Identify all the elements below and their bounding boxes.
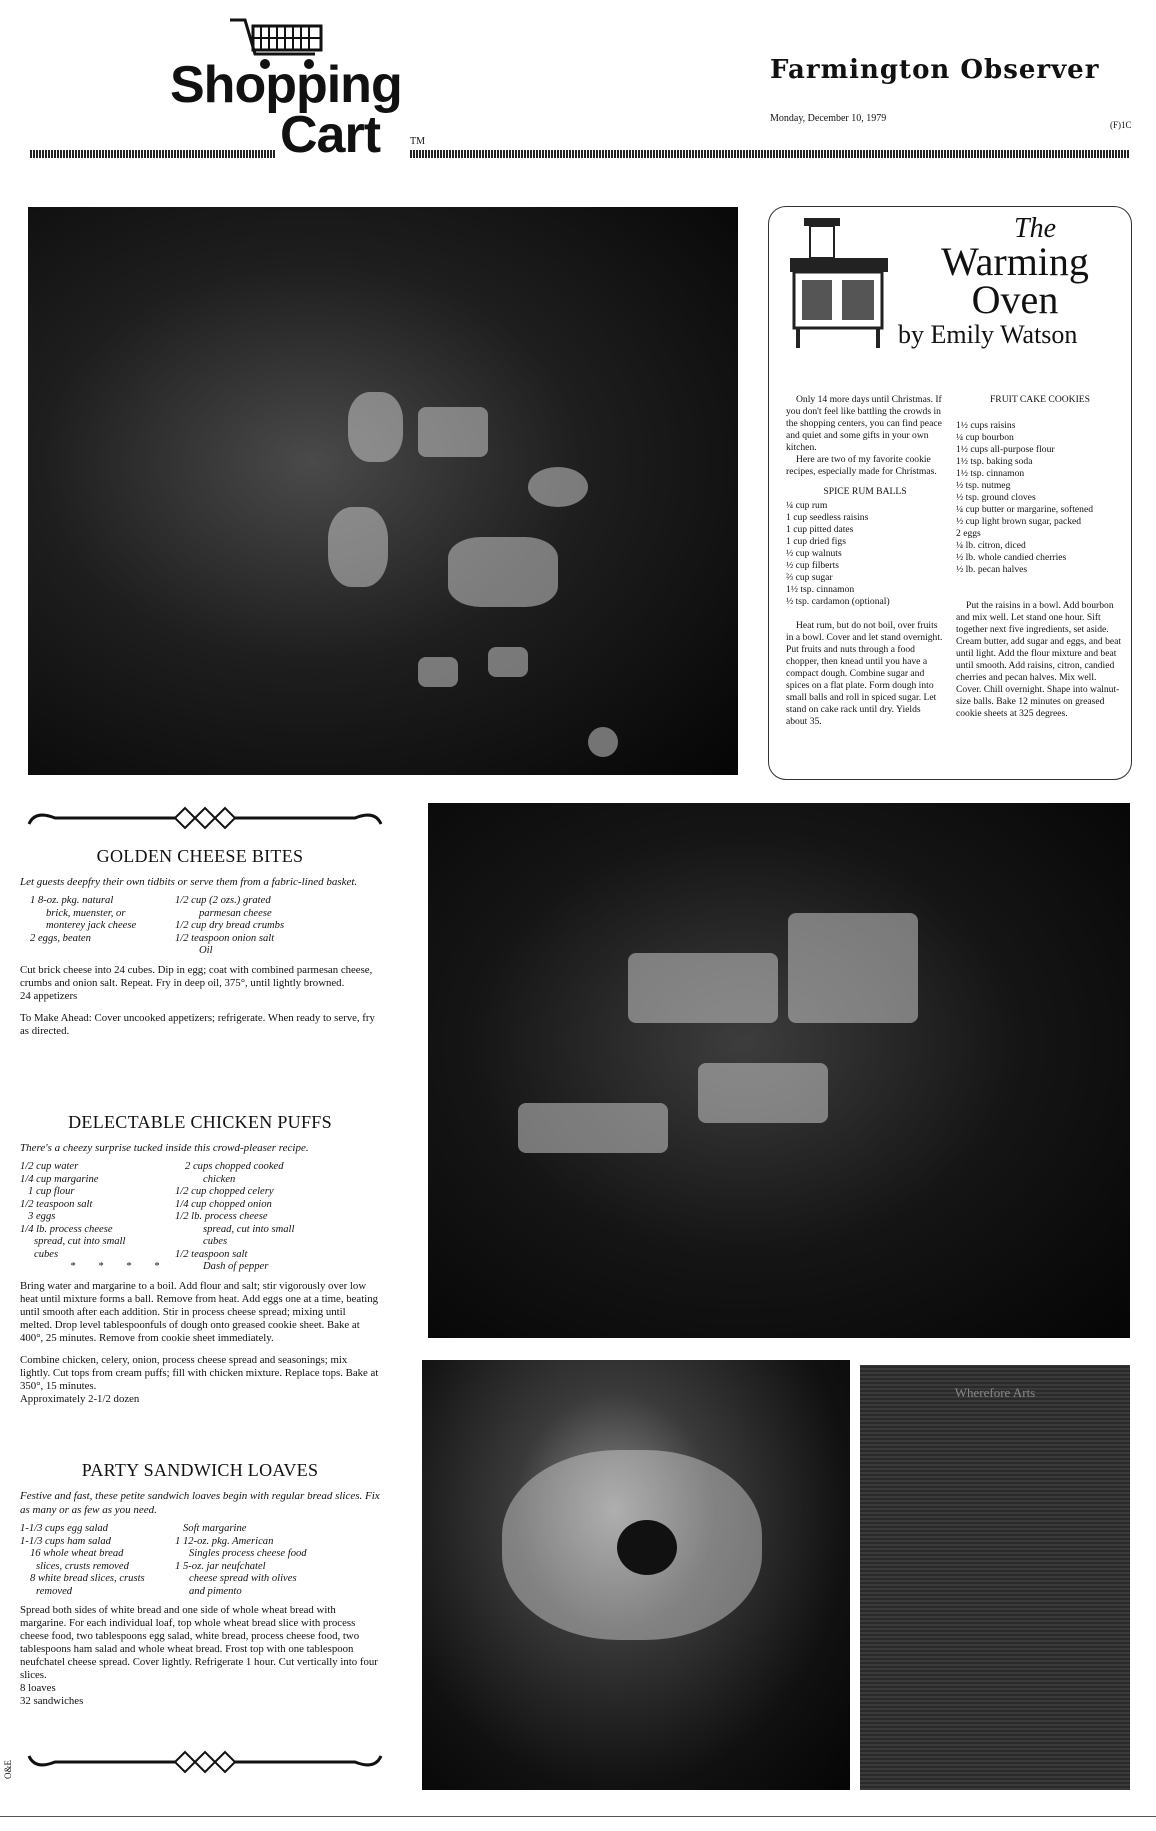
ingredient: ½ tsp. nutmeg [956,480,1011,491]
ingredient: 1 8-oz. pkg. natural [30,895,114,906]
logo-line-2: Cart [280,106,381,164]
ingredients [20,1523,380,1598]
cookies-photo [28,207,738,775]
recipe-intro: Let guests deepfry their own tidbits or serve them from a fabric-lined basket. [20,876,358,888]
directions: Spread both sides of white bread and one side of whole wheat bread with margarine. For each individual loaf, top whole wheat bread slice with process cheese food, two tablespoons egg salad, white bread, process cheese food, two tablespoons ham salad and whole wheat bread. Frost top with one tablespoon neufchatel cheese spread. Cover lightly. Refrigerate 1 hour. Cut vertically into four slices. [20,1604,378,1681]
party-sandwich-loaves-recipe [20,1460,380,1708]
ingredient: 1/2 teaspoon salt [20,1198,93,1210]
ingredient: chicken [203,1173,236,1185]
warming-oven-title [905,213,1125,322]
ingredient: slices, crusts removed [36,1560,129,1572]
ingredient: monterey jack cheese [46,920,137,931]
byline: by Emily Watson [898,320,1078,349]
ingredient: cubes [34,1248,59,1260]
ingredient: 1/4 cup chopped onion [175,1198,272,1210]
ingredient: 2 eggs, beaten [30,932,91,944]
bottom-rule [0,1816,1156,1817]
ingredient: ¼ cup rum [786,500,828,511]
ingredient: 1½ cups all-purpose flour [956,444,1055,455]
ingredient: ½ cup light brown sugar, packed [956,516,1082,527]
ingredient: 1-1/3 cups ham salad [20,1535,111,1547]
recipe-title: PARTY SANDWICH LOAVES [81,1460,319,1480]
plaque-photo [860,1365,1130,1790]
page-code: O&E [3,1760,13,1779]
spice-directions: Heat rum, but do not boil, over fruits in a bowl. Cover and let stand overnight. Put fruits and nuts through a food chopper, then knead until you have a compact dough. Combine sugar and spices on a flat plate. Form dough into small balls and roll in spiced sugar. Let stand on cake rack until dry. Yields about 35. [786,620,943,727]
ingredient: 1½ tsp. cinnamon [956,468,1025,479]
ingredient: removed [36,1585,73,1597]
intro-paragraph: Here are two of my favorite cookie recipes, especially made for Christmas. [786,454,937,477]
yield: 24 appetizers [20,989,78,1002]
ingredient: 1/2 teaspoon salt [175,1248,248,1260]
ingredient: ¼ lb. citron, diced [956,540,1026,551]
title-the: The [1014,213,1056,244]
ingredient: ½ lb. pecan halves [956,564,1028,575]
intro-paragraph: Only 14 more days until Christmas. If you don't feel like battling the crowds in the shopping centers, you can find peace and quiet and some gifts in your own kitchen. [786,394,942,453]
ingredient: 1½ tsp. cinnamon [786,584,855,595]
stars-separator: * * * * [70,1261,170,1272]
ingredient: ½ tsp. ground cloves [956,492,1036,503]
cheese-ball-photo [422,1360,850,1790]
ingredient: 1 cup seedless raisins [786,512,869,523]
directions: Bring water and margarine to a boil. Add flour and salt; stir vigorously over low heat until mixture forms a ball. Remove from heat. Add eggs one at a time, beating until smooth after each addition. Stir in process cheese spread; mixing until melted. Drop level tablespoonfuls of dough onto greased cookie sheet. Bake at 400°, 25 minutes. Remove from cookie sheet immediately. [20,1279,378,1344]
fruit-ingredients [956,420,1124,576]
title-oven: Oven [971,277,1059,322]
ingredient: parmesan cheese [199,907,272,919]
header-rule-right [410,150,1130,158]
yield: 8 loaves [20,1682,56,1694]
ingredient: 1 cup dried figs [786,536,846,547]
ingredient: ½ tsp. cardamon (optional) [786,596,890,607]
ingredient: brick, muenster, or [46,907,126,919]
spice-ingredients [786,500,944,608]
trademark: TM [410,136,425,147]
header-rule-left [30,150,275,158]
ingredient: 1/2 cup water [20,1161,79,1172]
ingredient: 1 12-oz. pkg. American [175,1535,274,1547]
ingredient: 16 whole wheat bread [30,1548,124,1559]
ornamental-divider [25,800,385,834]
ingredient: Singles process cheese food [189,1548,307,1559]
ingredient: spread, cut into small [203,1223,295,1235]
yield: Approximately 2-1/2 dozen [20,1392,140,1405]
ingredient: 1½ tsp. baking soda [956,456,1033,467]
oven-column-right [956,394,1124,720]
plaque-text: Wherefore Arts [954,1385,1036,1400]
recipe-title: GOLDEN CHEESE BITES [96,846,304,866]
fruit-directions: Put the raisins in a bowl. Add bourbon and mix well. Let stand one hour. Sift together next five ingredients, set aside. Cream butter, add sugar and eggs, and beat until light. Add the flour mixture and beat until smooth. Add raisins, citron, candied cherries and pecan halves. Mix well. Cover. Chill overnight. Shape into walnut-size balls. Bake 12 minutes on greased cookie sheets at 325 degrees. [956,600,1122,719]
logo-line-1: Shopping [170,56,402,114]
spice-rum-balls-title: SPICE RUM BALLS [823,486,907,497]
title-warming: Warming [941,239,1089,284]
ingredient: cheese spread with olives [189,1573,297,1584]
ingredient: 3 eggs [28,1211,56,1222]
golden-cheese-bites-recipe [20,846,380,1038]
ingredient: 1/2 cup dry bread crumbs [175,920,285,931]
make-ahead: To Make Ahead: Cover uncooked appetizers; refrigerate. When ready to serve, fry as directed. [20,1011,375,1037]
ingredient: 1/2 lb. process cheese [175,1211,268,1222]
ingredient: ⅔ cup sugar [786,572,833,583]
ingredient: 1-1/3 cups egg salad [20,1523,108,1534]
masthead: Farmington Observer [770,55,1100,85]
ingredient: 1/2 cup (2 ozs.) grated [175,895,271,906]
ingredients [20,1161,380,1274]
ingredient: 1 cup flour [28,1186,75,1197]
ingredient: 1 5-oz. jar neufchatel [175,1560,266,1572]
ingredient: Oil [199,945,213,956]
ingredient: 1/2 cup chopped celery [175,1186,274,1197]
ornamental-divider [25,1746,385,1780]
ingredient: spread, cut into small [34,1236,126,1247]
ingredient: 1/4 lb. process cheese [20,1223,113,1235]
chicken-puffs-recipe [20,1112,380,1406]
ingredient: Soft margarine [183,1523,247,1534]
yield: 32 sandwiches [20,1695,84,1707]
ingredient: and pimento [189,1585,242,1597]
ingredient: 2 eggs [956,528,981,539]
ingredient: 1/2 teaspoon onion salt [175,932,275,944]
recipe-intro: There's a cheezy surprise tucked inside this crowd-pleaser recipe. [20,1142,309,1154]
ingredient: 1 cup pitted dates [786,524,854,535]
oven-column-left [786,394,944,728]
ingredient: ½ cup walnuts [786,548,842,559]
ingredient: ½ lb. whole candied cherries [956,552,1067,563]
stove-icon [784,208,894,356]
ingredient: ¼ cup butter or margarine, softened [956,504,1094,515]
recipe-intro: Festive and fast, these petite sandwich loaves begin with regular bread slices. Fix as many or as few as you need. [20,1490,380,1516]
recipe-title: DELECTABLE CHICKEN PUFFS [68,1112,332,1132]
edition-code: (F)1C [1110,120,1132,130]
ingredient: 1½ cups raisins [956,420,1016,431]
directions: Combine chicken, celery, onion, process cheese spread and seasonings; mix lightly. Cut tops from cream puffs; fill with chicken mixture. Replace tops. Bake at 350°, 15 minutes. [20,1353,379,1392]
ingredient: 8 white bread slices, crusts [30,1573,145,1584]
ingredient: ¼ cup bourbon [956,432,1014,443]
fruit-cake-cookies-title: FRUIT CAKE COOKIES [989,394,1091,405]
directions: Cut brick cheese into 24 cubes. Dip in egg; coat with combined parmesan cheese, crumbs and onion salt. Repeat. Fry in deep oil, 375°, until lightly browned. [20,963,373,989]
ingredient: ½ cup filberts [786,560,840,571]
dateline: Monday, December 10, 1979 [770,113,887,124]
ingredient: cubes [203,1236,228,1247]
ingredient: 1/4 cup margarine [20,1173,99,1185]
ingredient: 2 cups chopped cooked [185,1161,284,1172]
ingredient: Dash of pepper [203,1261,269,1272]
sandwich-loaves-photo [428,803,1130,1338]
ingredients [20,895,380,958]
